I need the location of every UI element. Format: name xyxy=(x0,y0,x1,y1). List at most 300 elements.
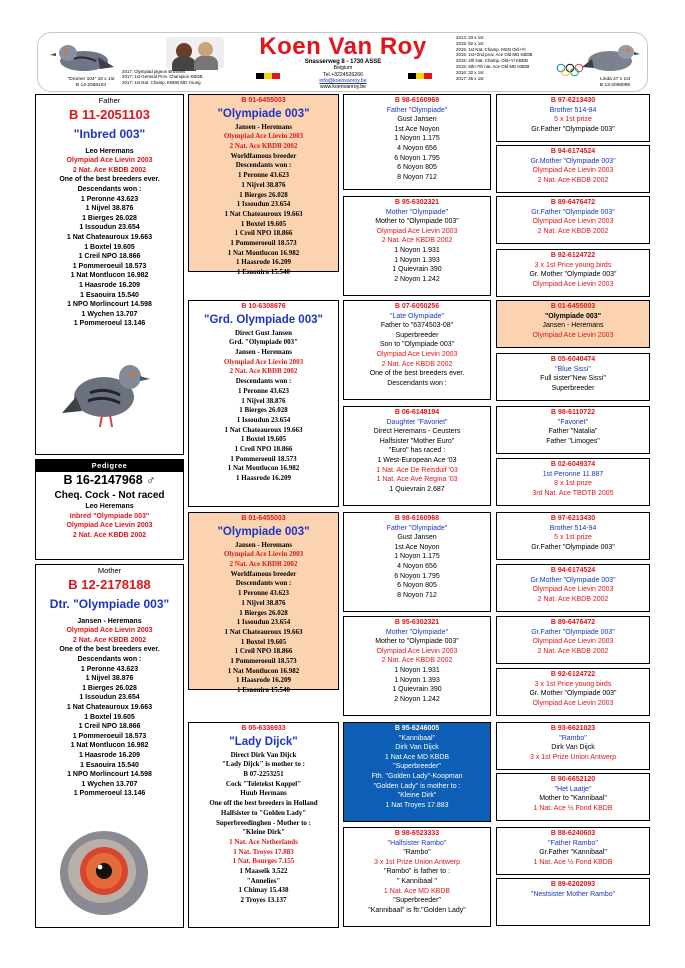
info-line: Olympiad Ace Lievin 2003 xyxy=(66,522,153,530)
ring-number: B 10-6308676 xyxy=(241,303,286,310)
info-line: "Superbreeder" xyxy=(393,763,441,771)
left-achievement: 2017: Olympiad pigeon Brussels xyxy=(122,69,186,74)
info-line: "Het Laatje" xyxy=(554,785,592,793)
info-line: 3 x 1st Price young birds xyxy=(534,680,612,688)
info-line: Superbreeder xyxy=(551,384,595,392)
phone: Tel.+3224526266 xyxy=(323,71,363,78)
ring-number: B 89-6476472 xyxy=(550,199,596,206)
ring-number: B 98-6160968 xyxy=(394,97,440,104)
left-pigeon-ring: B 13-2068104 xyxy=(75,82,107,88)
info-line: "Annelies" xyxy=(246,876,281,885)
info-line: 1 Haasrode 16.209 xyxy=(236,676,291,685)
info-line: Jansen - Heremans xyxy=(234,348,293,356)
info-line: "Favoriet" xyxy=(557,418,589,426)
info-line: 1 Maaseik 3.522 xyxy=(239,867,288,876)
info-line: "Euro" has raced : xyxy=(388,447,446,455)
info-line: Olympiad Ace Lievin 2003 xyxy=(532,638,614,646)
info-line: Jansen - Heremans xyxy=(234,540,293,549)
info-line: 2 Nat. Ace KBDB 2002 xyxy=(537,176,609,184)
pigeon-name: "Lady Dijck" xyxy=(229,735,298,748)
info-line: Olympiad Ace Lievin 2003 xyxy=(66,157,153,165)
info-line: 1 Nat. Bourges 7.155 xyxy=(232,857,295,866)
gen4-box xyxy=(496,196,650,244)
info-line: 1 Nat. Ace Netherlands xyxy=(229,837,298,846)
info-line: Descendants won : xyxy=(235,161,292,170)
info-line: Olympiad Ace Lievin 2003 xyxy=(532,331,614,339)
gen4-box xyxy=(496,616,650,664)
ring-number: B 89-6202093 xyxy=(550,881,596,888)
ring-number: B 95-6246005 xyxy=(394,725,440,732)
ring-number: B 05-6040474 xyxy=(550,356,596,363)
pigeon-image-right xyxy=(582,37,642,77)
info-line: Jansen - Heremans xyxy=(77,617,142,625)
info-line: 2 Nat. Ace KBDB 2002 xyxy=(537,227,609,235)
right-achievement: 2014: 33 x 1st xyxy=(456,35,484,40)
gen4-box xyxy=(496,458,650,506)
info-line: Huub Hermans xyxy=(240,789,287,798)
info-line: Olympiad Ace Lievin 2003 xyxy=(376,350,458,358)
info-line: Olympiad Ace Lievin 2003 xyxy=(376,227,458,235)
info-line: "Kannibaal" is ftr."Golden Lady" xyxy=(368,906,466,914)
info-line: 1 Pommeroeul 13.146 xyxy=(73,320,146,328)
info-line: Olympiad Ace Lievin 2003 xyxy=(532,218,614,226)
info-line: Grd. "Olympiade 003" xyxy=(228,338,299,347)
info-line: 1 Haasrode 16.209 xyxy=(78,281,141,289)
info-line: 4 Noyon 656 xyxy=(397,562,437,570)
info-line: Gr. Mother "Olympiade 003" xyxy=(529,690,617,698)
ring-number: B 01-6455003 xyxy=(550,303,596,310)
info-line: 1 Noyon 1.175 xyxy=(394,135,440,143)
info-line: 2 Nat. Ace KBDB 2002 xyxy=(381,657,453,665)
ring-number: B 97-6213430 xyxy=(550,97,596,104)
info-line: 1 Bierges 26.028 xyxy=(239,608,288,617)
info-line: "Blue Sissi" xyxy=(555,365,591,373)
info-line: Gr.Mother "Olympiade 003" xyxy=(530,576,616,584)
info-line: 1 Nat Montlucon 16.982 xyxy=(70,742,149,750)
info-line: Gr.Father "Olympiade 003" xyxy=(531,628,615,636)
info-line: 1 Nat Montlucon 16.982 xyxy=(227,464,300,473)
ring-number: B 02-6049374 xyxy=(550,461,596,468)
info-line: Father to "6374503-08" xyxy=(380,322,454,330)
info-line: 1 Nijvel 38.876 xyxy=(85,675,134,683)
info-line: 1 NPO Morlincourt 14.598 xyxy=(67,771,152,779)
info-line: Direct Gust Jansen xyxy=(234,328,293,337)
info-line: Olympiad Ace Lievin 2003 xyxy=(532,167,614,175)
info-line: 1 Peronne 43.623 xyxy=(80,195,139,203)
info-line: 1 West-European Ace '03 xyxy=(377,456,457,464)
info-line: "Late Olympiade" xyxy=(390,312,444,320)
father-ring: B 11-2051103 xyxy=(69,106,150,122)
info-line: One off the best breeders in Holland xyxy=(209,799,318,808)
info-line: 1 Noyon 1.393 xyxy=(394,676,440,684)
gen3-box xyxy=(343,616,491,716)
info-line: "Kannibaal" xyxy=(398,734,436,742)
gen4-box xyxy=(496,94,650,142)
info-line: Gr.Father "Olympiade 003" xyxy=(531,208,615,216)
info-line: Descendants won : xyxy=(235,579,292,588)
info-line: 1 Nat. Ace MD KBDB xyxy=(383,887,451,895)
email-link[interactable]: info@koenvanroy.be xyxy=(319,77,367,84)
pedigree-ring: B 16-2147968 ♂ xyxy=(63,473,156,487)
info-line: 1 Haasrode 16.209 xyxy=(236,258,291,267)
info-line: 3 x 1st Prize Union Antwerp xyxy=(374,858,460,866)
info-line: 2 Nat. Ace KBDB 2002 xyxy=(537,595,609,603)
info-line: 6 Noyon 1.795 xyxy=(394,572,440,580)
info-line: Father "Olympiade" xyxy=(386,524,448,532)
info-line: One of the best breeders ever. xyxy=(369,370,465,378)
info-line: 1 Nat Chateauroux 19.663 xyxy=(224,425,303,434)
info-line: Father "Limoges" xyxy=(546,437,600,445)
info-line: 1st Ace Noyon xyxy=(394,125,440,133)
info-line: "Kleine Dirk" xyxy=(242,828,285,837)
info-line: "Superbreeder" xyxy=(393,897,441,905)
info-line: 1 Nat. Ace ½ Fond KBDB xyxy=(533,858,613,866)
website-link[interactable]: www.koenvanroy.be xyxy=(319,84,367,91)
info-line: 1 Issoudun 23.654 xyxy=(236,618,291,627)
info-line: 1 Boxtel 19.605 xyxy=(84,713,135,721)
gen4-box xyxy=(496,300,650,348)
info-line: Gr.Father "Olympiade 003" xyxy=(531,125,615,133)
ring-number: B 97-6213430 xyxy=(550,515,596,522)
father-pigeon-image xyxy=(58,353,154,433)
info-line: 1 Chimay 15.438 xyxy=(238,886,289,895)
info-line: 1 Noyon 1.175 xyxy=(394,553,440,561)
info-line: 1 Nat Troyes 17.883 xyxy=(385,801,449,809)
gen3-box xyxy=(343,512,491,612)
info-line: Son to "Olympiade 003" xyxy=(379,341,455,349)
info-line: "Kleine Dirk" xyxy=(397,792,437,800)
info-line: 1 Creil NPO 18.866 xyxy=(234,647,293,656)
info-line: Olympiad Ace Lievin 2003 xyxy=(532,699,614,707)
info-line: 1 Bierges 26.028 xyxy=(82,684,137,692)
info-line: 1 Creil NPO 18.866 xyxy=(78,723,141,731)
info-line: 2 Nat. Ace KBDB 2002 xyxy=(537,647,609,655)
info-line: "Nestsister Mother Rambo" xyxy=(530,890,616,898)
info-line: 1 Issoudun 23.654 xyxy=(236,200,291,209)
right-achievement: 2015: 6th+7th nat. Ace Old MD KBDB xyxy=(456,63,530,69)
info-line: 3 x 1st Price young birds xyxy=(534,261,612,269)
info-line: 1 Peronne 43.623 xyxy=(237,386,289,395)
country: Belgium xyxy=(333,65,353,72)
breeder-name: Koen Van Roy xyxy=(259,33,427,60)
info-line: One of the best breeders ever. xyxy=(59,176,160,184)
info-line: Olympiad Ace Lievin 2003 xyxy=(376,647,458,655)
gen4-box xyxy=(496,145,650,193)
info-line: 1 Nijvel 38.876 xyxy=(85,205,134,213)
info-line: 1 Nat Chateauroux 19.663 xyxy=(224,209,303,218)
belgian-flag-left xyxy=(256,73,280,79)
header-banner xyxy=(37,32,648,92)
info-line: Gust Jansen xyxy=(397,534,437,542)
info-line: 2 Nat. Ace KBDB 2002 xyxy=(72,636,147,644)
info-line: 5 x 1st prize xyxy=(554,534,592,542)
right-achievement: 2016: 32 x 1st xyxy=(456,69,484,75)
info-line: 1 Issoudun 23.654 xyxy=(79,224,140,232)
left-achievement: 2017: 1st Nat. Champ. KBDB MD Young xyxy=(122,79,201,85)
info-line: Gr. Mother "Olympiade 003" xyxy=(529,271,617,279)
info-line: Leo Heremans xyxy=(85,147,134,155)
info-line: Father "Olympiade" xyxy=(386,106,448,114)
info-line: Halfsister to "Golden Lady" xyxy=(220,808,307,817)
owners-photo xyxy=(166,37,224,69)
info-line: 6 Noyon 805 xyxy=(397,164,437,172)
info-line: 2 Nat. Ace KBDB 2002 xyxy=(381,360,453,368)
ring-number: B 92-6124722 xyxy=(550,252,596,259)
info-line: 1 Esaouira 15.540 xyxy=(80,291,139,299)
ring-number: B 95-6302321 xyxy=(394,199,440,206)
info-line: "Father Rambo" xyxy=(548,839,598,847)
info-line: Olympiad Ace Lievin 2003 xyxy=(532,280,614,288)
gen4-box xyxy=(496,353,650,401)
gen4-box xyxy=(496,406,650,454)
info-line: Dirk Van Dijck xyxy=(551,744,595,752)
info-line: 2 Nat. Ace KBDB 2002 xyxy=(229,142,298,150)
info-line: Descendants won : xyxy=(387,379,447,387)
info-line: 5 x 1st prize xyxy=(554,116,592,124)
right-achievement: 2015: 1st+2nd prov. Ace Old MD KBDB xyxy=(456,52,533,58)
info-line: 1 Pommeroeuil 18.573 xyxy=(72,732,147,740)
ring-number: B 07-6050256 xyxy=(394,303,440,310)
info-line: 1 Pommeroeuil 18.573 xyxy=(230,239,297,248)
info-line: Mother to "Olympiade 003" xyxy=(375,638,459,646)
left-achievement: 2017: 1st General Prov. Champion KBDB xyxy=(122,74,203,80)
info-line: 1 Nat Montlucon 16.982 xyxy=(227,248,300,257)
info-line: Mother to "Olympiade 003" xyxy=(375,218,459,226)
info-line: 1 Pommeroeuil 18.573 xyxy=(230,454,297,463)
info-line: 1 Noyon 1.931 xyxy=(394,666,440,674)
info-line: One of the best breeders ever. xyxy=(59,646,160,654)
mother-name: Dtr. "Olympiade 003" xyxy=(49,596,170,611)
ring-number: B 98-6523333 xyxy=(394,830,440,837)
gen4-box xyxy=(496,668,650,716)
ring-number: B 94-6174524 xyxy=(550,567,596,574)
info-line: 2 Nat. Ace KBDB 2002 xyxy=(381,237,453,245)
info-line: 3 x 1st Prize Union Antwerp xyxy=(530,753,616,761)
gen4-box xyxy=(496,827,650,875)
info-line: 1 Creil NPO 18.866 xyxy=(78,253,141,261)
info-line: 6 Noyon 1.795 xyxy=(394,154,440,162)
gen2-box xyxy=(188,94,339,277)
mother-ring: B 12-2178188 xyxy=(68,576,151,592)
info-line: 4 Noyon 656 xyxy=(397,144,437,152)
pigeon-name: "Olympiade 003" xyxy=(217,107,310,120)
info-line: Olympiad Ace Lievin 2003 xyxy=(532,586,614,594)
info-line: Daughter "Favoriet" xyxy=(386,418,448,426)
pedigree-name: Cheq. Cock - Not raced xyxy=(54,490,165,501)
info-line: 1 Haasrode 16.209 xyxy=(236,474,291,483)
info-line: 8 Noyon 712 xyxy=(397,591,437,599)
info-line: 2 Nat. Ace KBDB 2002 xyxy=(229,367,298,376)
info-line: 1 Nijvel 38.876 xyxy=(241,180,286,189)
info-line: 1 Pommeroeuil 18.573 xyxy=(72,262,147,270)
gen4-box xyxy=(496,564,650,612)
gen4-box xyxy=(496,878,650,926)
info-line: B 07-2253251 xyxy=(243,770,284,778)
info-line: "Olympiade 003" xyxy=(544,312,602,320)
info-line: Gr.Father "Kannibaal" xyxy=(539,849,607,857)
info-line: 1 Esaouira 15.540 xyxy=(80,761,139,769)
info-line: 1 Peronne 43.623 xyxy=(80,665,139,673)
info-line: 2 Nat. Ace KBDB 2002 xyxy=(229,560,298,568)
info-line: "Rambo" is father to : xyxy=(383,868,451,876)
mother-lines xyxy=(36,617,183,799)
info-line: 1 Quievrain 390 xyxy=(392,266,442,274)
info-line: Mother "Olympiade" xyxy=(385,628,449,636)
ring-number: B 98-6110722 xyxy=(551,409,595,416)
info-line: 1 Nat. Ace ½ Fond KBDB xyxy=(533,804,613,812)
ring-number: B 98-6160968 xyxy=(394,515,440,522)
ring-number: B 88-6240603 xyxy=(550,830,596,837)
pigeon-name: "Grd. Olympiade 003" xyxy=(204,313,323,326)
info-line: 8 x 1st prize xyxy=(554,480,592,488)
info-line: 1 Issoudun 23.654 xyxy=(236,415,291,424)
gen3-box-highlighted xyxy=(343,722,491,822)
info-line: 1 Noyon 1.931 xyxy=(394,246,440,254)
info-line: 1 Nat Chateauroux 19.663 xyxy=(224,627,303,636)
ring-number: B 94-6174524 xyxy=(550,148,596,155)
right-achievement: 2015: 82 x 1st xyxy=(456,40,484,46)
belgian-flag-right xyxy=(408,73,432,79)
info-line: Olympiad Ace Lievin 2003 xyxy=(223,550,304,559)
gen3-box xyxy=(343,300,491,400)
info-line: Dirk Van Dijck xyxy=(395,744,439,752)
ring-number: B 95-6302321 xyxy=(394,619,440,626)
father-box xyxy=(35,94,184,455)
info-line: 1 Bierges 26.028 xyxy=(82,214,137,222)
gen3-box xyxy=(343,406,491,506)
info-line: 1 Nat Montlucon 16.982 xyxy=(227,666,300,675)
info-line: 1 Nat. Ace Avé Regina '03 xyxy=(376,476,458,484)
info-line: 1 Creil NPO 18.866 xyxy=(234,229,293,238)
info-line: Cock "Teletekst Koppel" xyxy=(225,779,302,788)
ring-number: B 06-6148194 xyxy=(394,409,440,416)
info-line: Father "Natalia" xyxy=(548,428,598,436)
info-line: Brother 514-94 xyxy=(549,106,597,114)
info-line: Full sister"New Sissi" xyxy=(540,375,606,383)
ring-number: B 01-6455003 xyxy=(241,515,286,522)
pedigree-box xyxy=(35,459,184,560)
info-line: 1 Boxtel 19.605 xyxy=(240,435,287,444)
info-line: Olympiad Ace Lievin 2003 xyxy=(223,132,304,141)
pigeon-image-left xyxy=(48,37,116,77)
info-line: 3rd Nat. Ace TBOTB 2005 xyxy=(532,489,614,497)
info-line: Descendants won : xyxy=(235,377,292,386)
info-line: 2 Nat. Ace KBDB 2002 xyxy=(72,166,147,174)
info-line: Jansen - Heremans xyxy=(542,322,604,330)
info-line: 1 Boxtel 19.605 xyxy=(84,243,135,251)
right-achievement: 2017: 36 x 1st xyxy=(456,75,484,81)
father-label: Father xyxy=(98,96,121,105)
info-line: 1 Nijvel 38.876 xyxy=(241,598,286,607)
ring-number: B 93-6621023 xyxy=(550,725,596,732)
info-line: 1 Nat Chateauroux 19.663 xyxy=(66,233,153,241)
info-line: 2 Noyon 1.242 xyxy=(394,275,440,283)
info-line: Superbreedinghen - Mother to : xyxy=(215,818,312,827)
info-line: 1 Issoudun 23.654 xyxy=(79,694,140,702)
info-line: 1st Ace Noyon xyxy=(394,543,440,551)
info-line: 1 Pommeroeul 13.146 xyxy=(73,790,146,798)
info-line: " Kannibaal " xyxy=(397,877,437,885)
info-line: "Halfsister Rambo" xyxy=(387,839,447,847)
info-line: 1 Nat Chateauroux 19.663 xyxy=(66,703,153,711)
gen3-box xyxy=(343,827,491,927)
right-achievement: 2015: 1st Nat. Champ. MSN Old+Yl xyxy=(456,46,526,52)
info-line: 1 Boxtel 19.605 xyxy=(240,219,287,228)
right-pigeon-ring: B 13-2068089 xyxy=(599,82,631,88)
father-name: "Inbred 003" xyxy=(73,126,146,141)
info-line: 1 Nat Ace MD KBDB xyxy=(384,753,450,761)
gen4-box xyxy=(496,249,650,297)
info-line: "Golden Lady" is mother to : xyxy=(373,782,461,790)
right-achievement: 2015: 4th Nat. Champ. Old+Yl KBDB xyxy=(456,58,528,64)
info-line: Gr.Mother "Olympiade 003" xyxy=(530,157,616,165)
mother-eye-image xyxy=(56,827,152,917)
gen2-box xyxy=(188,722,339,928)
gen2-box xyxy=(188,512,339,695)
info-line: Leo Heremans xyxy=(85,503,134,510)
mother-label: Mother xyxy=(97,566,122,575)
info-line: Halfsister "Mother Euro" xyxy=(379,437,455,445)
info-line: Inbred "Olympiade 003" xyxy=(69,512,150,520)
info-line: 1 Noyon 1.393 xyxy=(394,256,440,264)
info-line: 1 Peronne 43.623 xyxy=(237,589,289,598)
info-line: Brother 514-94 xyxy=(549,524,597,532)
info-line: 2 Troyes 13.137 xyxy=(240,896,287,905)
info-line: 1 Pommeroeuil 18.573 xyxy=(230,657,297,666)
info-line: 2 Nat. Ace KBDB 2002 xyxy=(72,531,147,539)
info-line: 1 Esaouira 15.540 xyxy=(236,686,291,695)
info-line: 1st Peronne 11.887 xyxy=(542,470,604,478)
info-line: 1 Bierges 26.028 xyxy=(239,406,288,415)
info-line: Worldfamous breeder xyxy=(230,569,297,578)
gen4-box xyxy=(496,722,650,770)
pedigree-label: Pedigree xyxy=(36,460,183,472)
info-line: "Lady Dijck" is mother to : xyxy=(222,760,305,769)
left-pigeon-caption: "Dromer 104" 18 x 1st xyxy=(67,77,115,82)
info-line: Olympiad Ace Lievin 2003 xyxy=(223,357,304,366)
info-line: Direct Heremans - Ceusters xyxy=(373,428,461,436)
info-line: "Rambo" xyxy=(403,849,431,857)
info-line: 1 Esaouira 15.540 xyxy=(236,268,291,277)
info-line: 6 Noyon 805 xyxy=(397,582,437,590)
address: Snasserweg 8 - 1730 ASSE xyxy=(304,59,382,65)
info-line: Descendants won : xyxy=(77,655,142,663)
info-line: 1 Peronne 43.623 xyxy=(237,171,289,180)
info-line: Gr.Father "Olympiade 003" xyxy=(531,543,615,551)
mother-box xyxy=(35,564,184,928)
gen4-box xyxy=(496,773,650,821)
gen4-box xyxy=(496,512,650,560)
info-line: 1 Quievrain 2.687 xyxy=(389,485,445,493)
info-line: 1 Nat. Ace De Reisduif '03 xyxy=(376,466,458,474)
info-line: Olympiad Ace Lievin 2003 xyxy=(66,627,153,635)
olympic-rings-icon xyxy=(556,63,584,77)
info-line: Mother "Olympiade" xyxy=(385,208,449,216)
info-line: 1 NPO Morlincourt 14.598 xyxy=(67,301,152,309)
info-line: 1 Wychen 13.707 xyxy=(81,310,138,318)
info-line: 1 Nijvel 38.876 xyxy=(241,396,286,405)
info-line: 1 Quievrain 390 xyxy=(392,686,442,694)
info-line: Worldfamous breeder xyxy=(230,151,297,160)
info-line: Mother to "Kannibaal" xyxy=(539,795,607,803)
ring-number: B 89-6476472 xyxy=(550,619,596,626)
info-line: Direct Dirk Van Dijck xyxy=(230,750,297,759)
info-line: 1 Haasrode 16.209 xyxy=(78,751,141,759)
info-line: 1 Creil NPO 18.866 xyxy=(234,445,293,454)
father-lines xyxy=(36,147,183,329)
right-pigeon-caption: Linda 27 x 1st xyxy=(600,77,630,82)
info-line: Superbreeder xyxy=(395,331,439,339)
